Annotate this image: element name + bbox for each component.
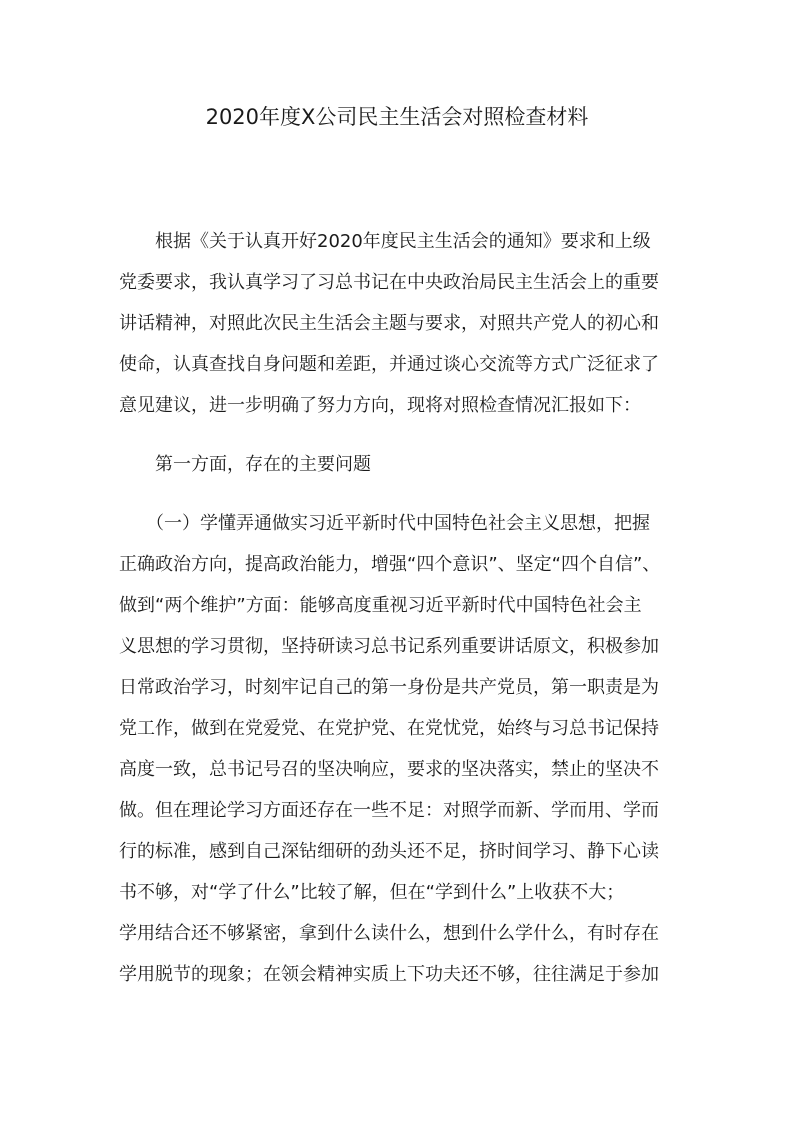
body-line: 讲话精神，对照此次民主生活会主题与要求，对照共产党人的初心和 bbox=[119, 313, 659, 334]
body-line: （一）学懂弄通做实习近平新时代中国特色社会主义思想，把握 bbox=[119, 513, 650, 534]
body-line: 做到“两个维护”方面：能够高度重视习近平新时代中国特色社会主 bbox=[119, 595, 642, 616]
body-line: 党工作，做到在党爱党、在党护党、在党忧党，始终与习总书记保持 bbox=[119, 718, 659, 739]
body-line: 学用结合还不够紧密，拿到什么读什么，想到什么学什么，有时存在 bbox=[119, 923, 659, 944]
body-line: 根据《关于认真开好2020年度民主生活会的通知》要求和上级 bbox=[119, 231, 651, 252]
body-line: 学用脱节的现象；在领会精神实质上下功夫还不够，往往满足于参加 bbox=[119, 964, 659, 985]
body-line: 正确政治方向，提高政治能力，增强“四个意识”、坚定“四个自信”、 bbox=[119, 554, 661, 575]
body-line: 意见建议，进一步明确了努力方向，现将对照检查情况汇报如下： bbox=[119, 395, 641, 416]
body-line: 做。但在理论学习方面还存在一些不足：对照学而新、学而用、学而 bbox=[119, 800, 659, 821]
body-line: 义思想的学习贯彻，坚持研读习总书记系列重要讲话原文，积极参加 bbox=[119, 636, 659, 657]
section-heading: 第一方面，存在的主要问题 bbox=[119, 454, 371, 475]
document-title: 2020年度X公司民主生活会对照检查材料 bbox=[205, 105, 589, 129]
body-line: 行的标准，感到自己深钻细研的劲头还不足，挤时间学习、静下心读 bbox=[119, 841, 659, 862]
body-line: 书不够，对“学了什么”比较了解，但在“学到什么”上收获不大； bbox=[119, 882, 625, 903]
body-line: 日常政治学习，时刻牢记自己的第一身份是共产党员，第一职责是为 bbox=[119, 677, 659, 698]
body-line: 高度一致，总书记号召的坚决响应，要求的坚决落实，禁止的坚决不 bbox=[119, 759, 659, 780]
body-line: 使命，认真查找自身问题和差距，并通过谈心交流等方式广泛征求了 bbox=[119, 354, 659, 375]
body-line: 党委要求，我认真学习了习总书记在中央政治局民主生活会上的重要 bbox=[119, 272, 659, 293]
